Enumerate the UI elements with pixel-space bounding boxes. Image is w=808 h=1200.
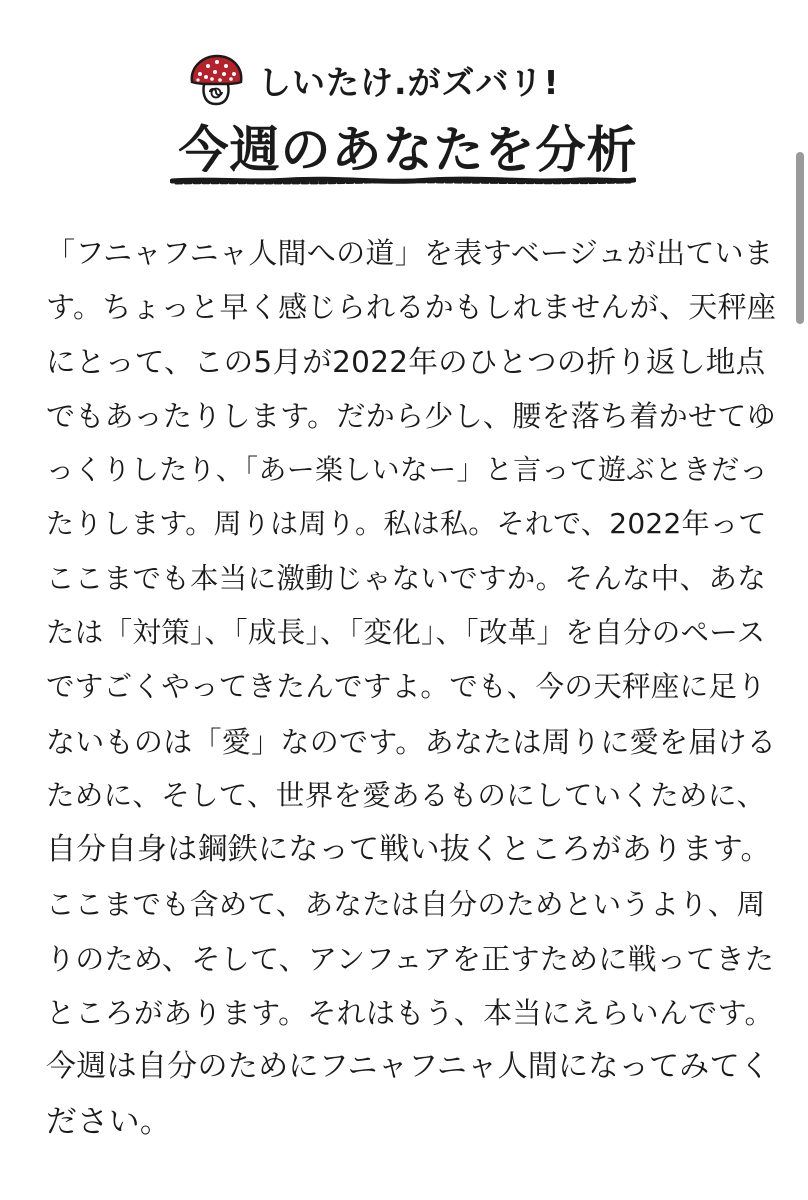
body-line: す。ちょっと早く感じられるかもしれませんが、天秤座 — [46, 290, 777, 325]
body-line: りのため、そして、アンフェアを正すために戦ってきた — [46, 941, 775, 976]
body-line: たりします。周りは周り。私は私。それで、2022年って — [46, 507, 767, 541]
body-line: ここまでも含めて、あなたは自分のためというより、周 — [46, 887, 766, 921]
kicker-row — [186, 50, 560, 110]
page-title: 今週のあなたを分析 — [178, 121, 638, 179]
header-kicker: しいたけ.がズバリ! — [258, 62, 560, 102]
body-line: ここまでも本当に激動じゃないですか。そんな中、あな — [46, 561, 767, 595]
mushroom-icon — [186, 52, 246, 108]
body-line: っくりしたり、「あー楽しいなー」と言って遊ぶときだっ — [46, 453, 768, 487]
body-line: ために、そして、世界を愛あるものにしていくために、 — [46, 778, 766, 812]
article-body — [46, 226, 776, 1149]
body-line: 自分自身は鋼鉄になって戦い抜くところがあります。 — [46, 832, 771, 868]
article-header — [0, 0, 808, 200]
body-line: 今週は自分のためにフニャフニャ人間になってみてく — [46, 1049, 771, 1085]
body-line: ないものは「愛」なのです。あなたは周りに愛を届ける — [46, 724, 777, 759]
body-line: 「フニャフニャ人間への道」を表すベージュが出ていま — [46, 236, 774, 270]
title-underline — [170, 174, 636, 188]
body-line: でもあったりします。だから少し、腰を落ち着かせてゆ — [46, 398, 776, 433]
body-line: ださい。 — [46, 1103, 172, 1140]
body-line: ところがあります。それはもう、本当にえらいんです。 — [46, 996, 774, 1031]
body-line: にとって、この5月が2022年のひとつの折り返し地点 — [46, 344, 766, 379]
scrollbar-thumb[interactable] — [796, 152, 804, 324]
body-line: たは「対策」、「成長」、「変化」、「改革」を自分のペース — [46, 616, 766, 650]
body-line: ですごくやってきたんですよ。でも、今の天秤座に足り — [46, 670, 767, 704]
